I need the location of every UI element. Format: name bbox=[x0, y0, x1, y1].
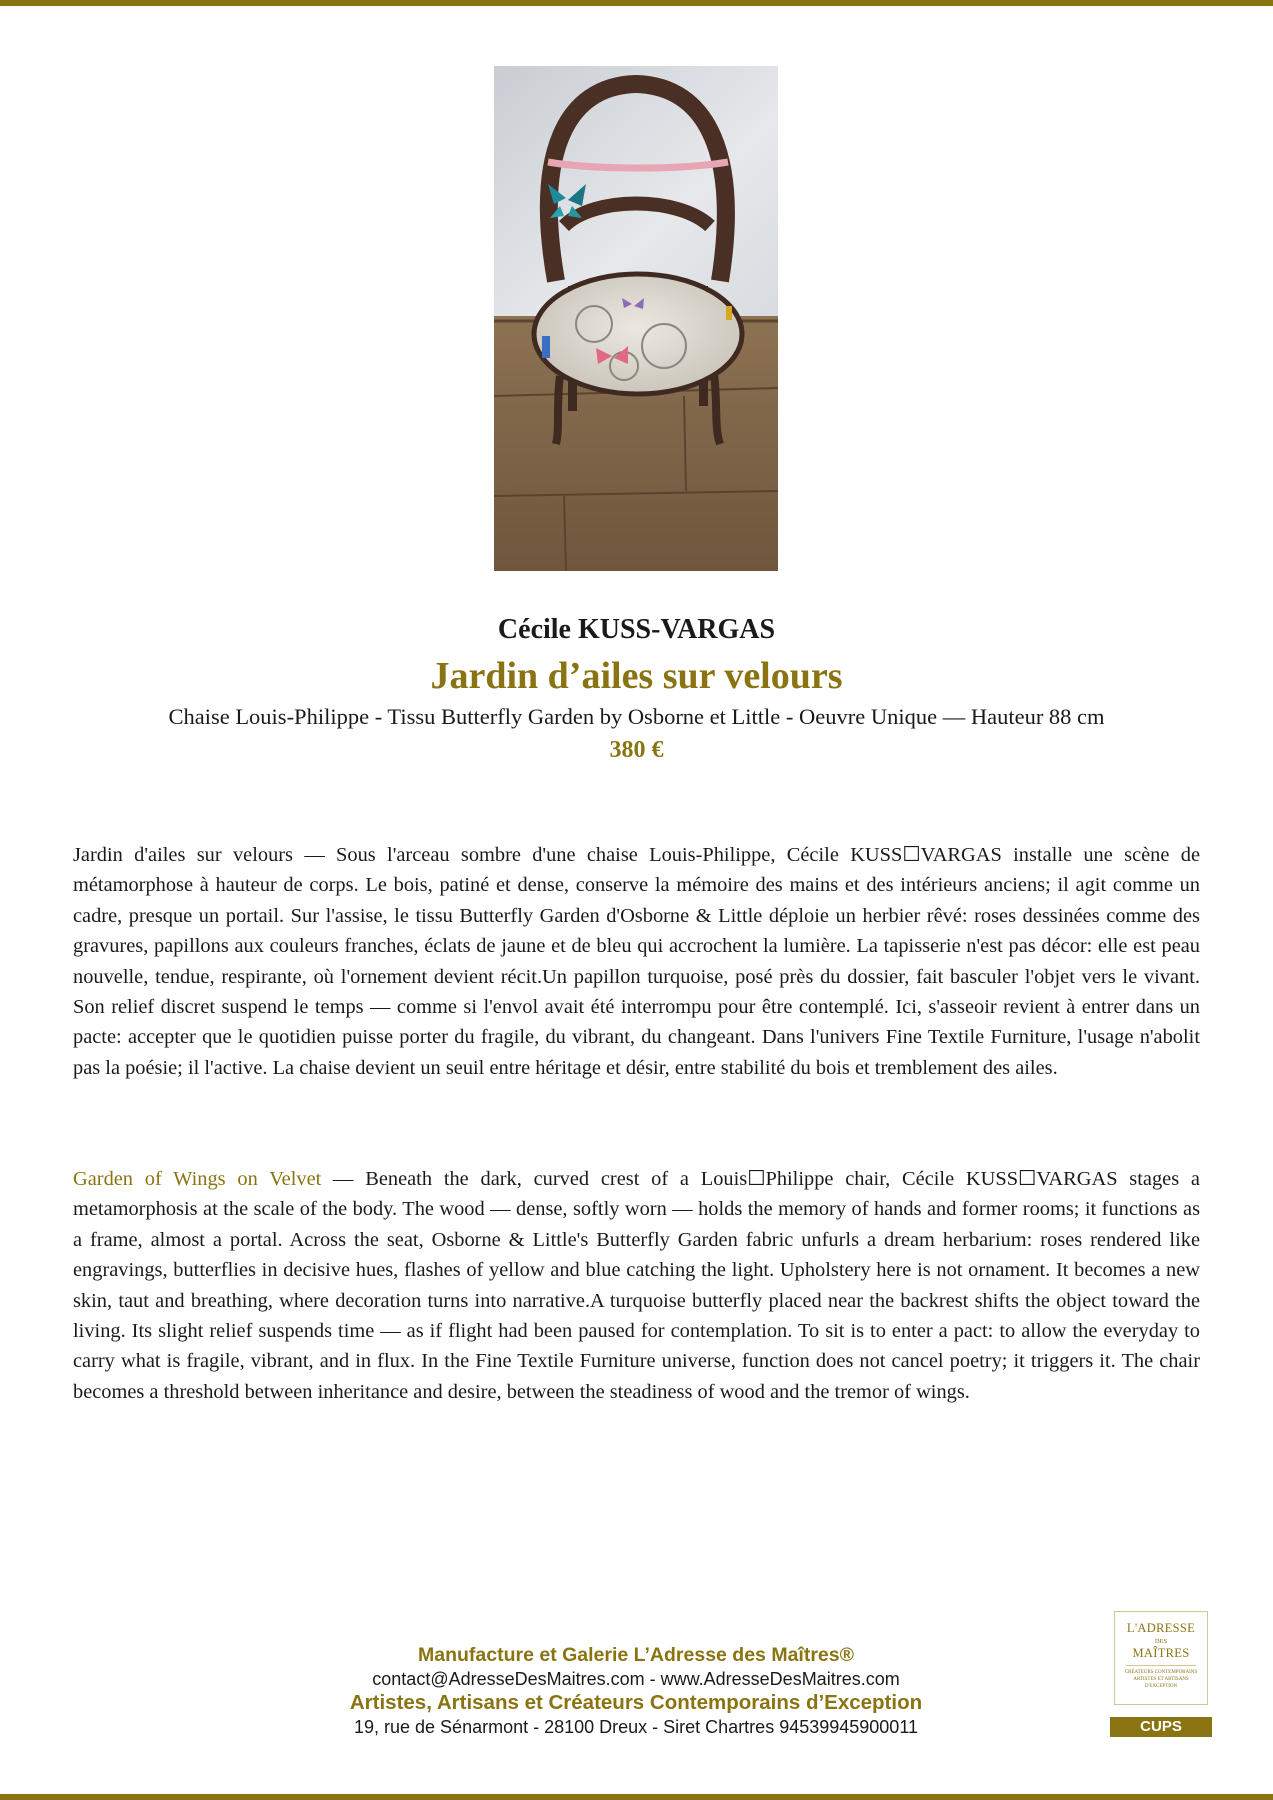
artist-name: Cécile KUSS-VARGAS bbox=[497, 614, 776, 645]
cups-badge: CUPS bbox=[1110, 1717, 1212, 1737]
footer-gallery-name: Manufacture et Galerie L’Adresse des Maîtres® bbox=[418, 1644, 854, 1666]
gallery-logo bbox=[1114, 1611, 1208, 1705]
logo-tagline: CRÉATEURS CONTEMPORAINS ARTISTES ET ARTISANS D'EXCEPTION bbox=[1124, 1670, 1198, 1689]
logo-line-1: L'ADRESSE bbox=[1126, 1621, 1196, 1635]
description-english-title: Garden of Wings on Velvet bbox=[73, 1168, 322, 1190]
footer-address: 19, rue de Sénarmont - 28100 Dreux - Siret Chartres 94539945900011 bbox=[353, 1717, 919, 1737]
logo-line-3: MAÎTRES bbox=[1132, 1646, 1190, 1660]
artwork-photo bbox=[494, 66, 778, 571]
footer bbox=[238, 1643, 1034, 1739]
bottom-accent-bar bbox=[0, 1794, 1273, 1800]
logo-line-2: DES bbox=[1154, 1638, 1168, 1645]
description-english bbox=[73, 1164, 1200, 1407]
description-english-body: — Beneath the dark, curved crest of a Louis☐Philippe chair, Cécile KUSS☐VARGAS stages a metamorphosis at the scale of the body. The wood — dense, softly worn — holds the memory of hands and former rooms; it functions as a frame, almost a portal. Across the seat, Osborne & Little's Butterfly Garden fabric unfurls a dream herbarium: roses rendered like engravings, butterflies in decisive hues, flashes of yellow and blue catching the light. Upholstery here is not ornament. It becomes a new skin, taut and breathing, where decoration turns into narrative.A turquoise butterfly placed near the backrest shifts the object toward the living. Its slight relief suspends time — as if flight had been paused for contemplation. To sit is to enter a pact: to allow the everyday to carry what is fragile, vibrant, and in flux. In the Fine Textile Furniture universe, function does not cancel poetry; it triggers it. The chair becomes a threshold between inheritance and desire, between the steadiness of wood and the tremor of wings. bbox=[73, 1168, 1200, 1403]
footer-contact: contact@AdresseDesMaitres.com - www.AdresseDesMaitres.com bbox=[372, 1669, 900, 1689]
footer-tagline: Artistes, Artisans et Créateurs Contemporains d’Exception bbox=[349, 1691, 923, 1714]
description-french: Jardin d'ailes sur velours — Sous l'arceau sombre d'une chaise Louis-Philippe, Cécile KUSS☐VARGAS installe une scène de métamorphose à hauteur de corps. Le bois, patiné et dense, conserve la mémoire des mains et des intérieurs anciens; il agit comme un cadre, presque un portail. Sur l'assise, le tissu Butterfly Garden d'Osborne & Little déploie un herbier rêvé: roses dessinées comme des gravures, papillons aux couleurs franches, éclats de jaune et de bleu qui accrochent la lumière. La tapisserie n'est pas décor: elle est peau nouvelle, tendue, respirante, où l'ornement devient récit.Un papillon turquoise, posé près du dossier, fait basculer l'objet vers le vivant. Son relief discret suspend le temps — comme si l'envol avait été interrompu pour être contemplé. Ici, s'asseoir revient à entrer dans un pacte: accepter que le quotidien puisse porter du fragile, du vibrant, du changeant. Dans l'univers Fine Textile Furniture, l'usage n'abolit pas la poésie; il l'active. La chaise devient un seuil entre héritage et désir, entre stabilité du bois et tremblement des ailes. bbox=[73, 844, 1200, 1079]
artwork-price: 380 € bbox=[609, 737, 664, 763]
artwork-subtitle: Chaise Louis-Philippe - Tissu Butterfly Garden by Osborne et Little - Oeuvre Unique — Hauteur 88 cm bbox=[168, 704, 1105, 729]
logo-divider bbox=[1126, 1665, 1196, 1666]
top-accent-bar bbox=[0, 0, 1273, 6]
artwork-title: Jardin d’ailes sur velours bbox=[430, 655, 843, 697]
